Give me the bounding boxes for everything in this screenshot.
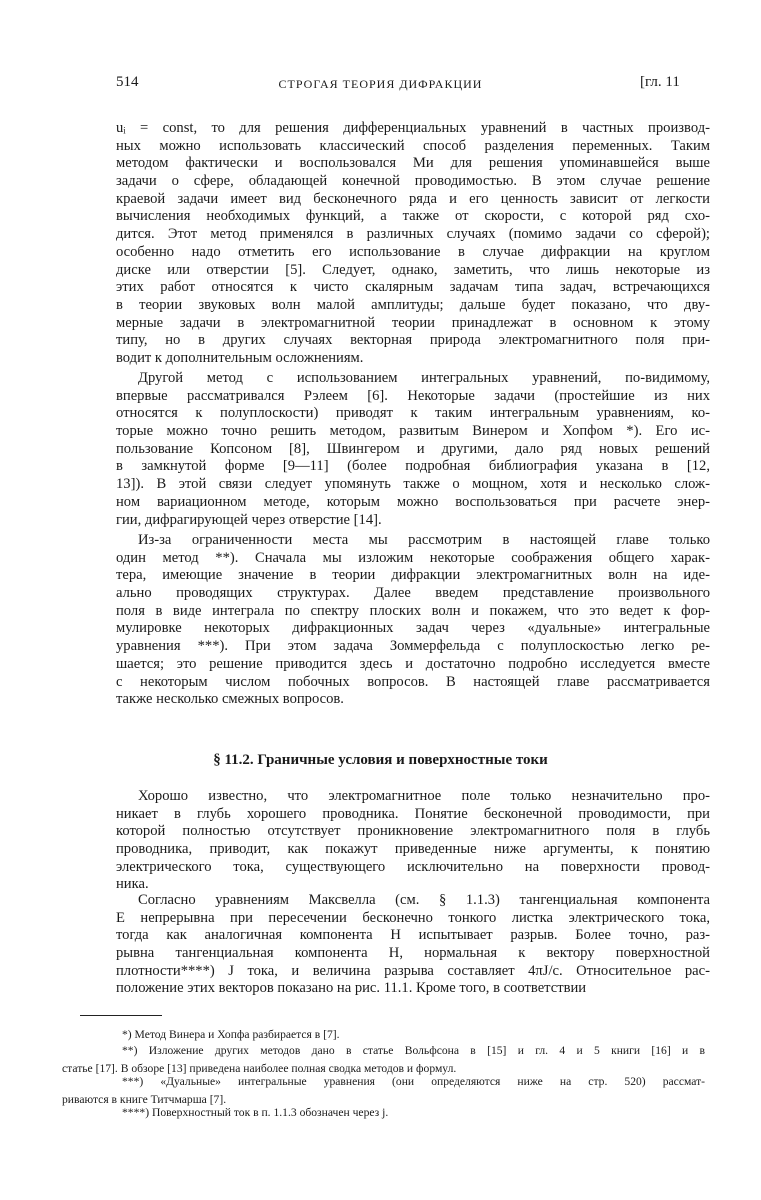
text-line: в замкнутой форме [9—11] (более подробная библиография указана в [12, [116, 458, 710, 475]
text-line: относятся к полуплоскости) приводят к таким интегральным уравнениям, ко- [116, 405, 710, 422]
text-line: этих работ относятся к чисто скалярным задачам типа задач, встречающихся [116, 279, 710, 296]
text-line: E непрерывна при пересечении бесконечно тонкого листка электрического тока, [116, 909, 710, 926]
text-line: ально проводящих структурах. Далее введем представление произвольного [116, 585, 710, 602]
text-line: **) Изложение других методов дано в статье Вольфсона в [15] и гл. 4 и 5 книги [16] и в [122, 1044, 705, 1057]
text-line: диске или отверстии [5]. Следует, однако, заметить, что лишь некоторые из [116, 261, 710, 278]
text-line: впервые рассматривался Рэлеем [6]. Некоторые задачи (простейшие из них [116, 387, 710, 404]
text-line: проводника, приводит, как покажут приведенные ниже аргументы, к понятию [116, 841, 710, 858]
running-title: СТРОГАЯ ТЕОРИЯ ДИФРАКЦИИ [278, 77, 483, 91]
text-line: краевой задачи имеет вид бесконечного ряда и его ценность зависит от легкости [116, 190, 710, 207]
text-line: с некоторым числом побочных вопросов. В настоящей главе рассматривается [116, 673, 710, 690]
text-line: рывна тангенциальная компонента H, нормальная к вектору поверхностной [116, 945, 710, 962]
text-line: ****) Поверхностный ток в п. 1.1.3 обозначен через j. [122, 1106, 389, 1119]
body-paragraph [116, 532, 710, 709]
text-line: Из-за ограниченности места мы рассмотрим в настоящей главе только [138, 532, 710, 548]
text-line: гии, дифрагирующей через отверстие [14]. [116, 511, 382, 528]
text-line: uᵢ = const, то для решения дифференциальных уравнений в частных производ- [116, 120, 710, 136]
chapter-reference: [гл. 11 [640, 74, 680, 90]
text-line: особенно надо отметить его использование в случае дифракции на круглом [116, 243, 710, 260]
text-line: методом фактически и воспользовался Ми для решения упоминавшейся выше [116, 155, 710, 172]
text-line: пользование Копсоном [8], Швингером и другими, дало ряд новых решений [116, 440, 710, 457]
body-paragraph [116, 788, 710, 894]
text-line: ***) «Дуальные» интегральные уравнения (они определяются ниже на стр. 520) рассмат- [122, 1075, 705, 1088]
text-line: типу, но в других случаях векторная природа электромагнитного поля при- [116, 332, 710, 349]
text-line: Согласно уравнениям Максвелла (см. § 1.1.3) тангенциальная компонента [138, 892, 710, 908]
text-line: мулировке некоторых дифракционных задач через «дуальные» интегральные [116, 620, 710, 637]
footnote-divider [80, 1015, 162, 1016]
text-line: которой полностью отсутствует проникновение электромагнитного поля в глубь [116, 823, 710, 840]
section-heading: § 11.2. Граничные условия и поверхностные токи [213, 752, 548, 768]
page-number: 514 [116, 74, 139, 90]
text-line: шается; это решение приводится здесь и достаточно подробно исследуется вместе [116, 655, 710, 672]
text-line: поля в виде интеграла по спектру плоских волн и покажем, что это ведет к фор- [116, 602, 710, 619]
text-line: уравнения ***). При этом задача Зоммерфельда с полуплоскостью легко ре- [116, 638, 710, 655]
text-line: никает в глубь хорошего проводника. Понятие бесконечной проводимости, при [116, 805, 710, 822]
text-line: электрического тока, существующего исключительно на поверхности провод- [116, 858, 710, 875]
text-line: плотности****) J тока, и величина разрыва составляет 4πJ/c. Относительное рас- [116, 962, 710, 979]
text-line: ника. [116, 876, 149, 893]
text-line: положение этих векторов показано на рис. 11.1. Кроме того, в соответствии [116, 980, 587, 997]
text-line: один метод **). Сначала мы изложим некоторые соображения общего харак- [116, 549, 710, 566]
text-line: *) Метод Винера и Хопфа разбирается в [7]. [122, 1028, 340, 1041]
text-line: Другой метод с использованием интегральных уравнений, по-видимому, [138, 370, 710, 386]
text-line: ном вариационном методе, которым можно воспользоваться при расчете энер- [116, 493, 710, 510]
body-paragraph [116, 370, 710, 529]
text-line: тогда как аналогичная компонента H испытывает разрыв. Более точно, раз- [116, 927, 710, 944]
text-line: тера, имеющие значение в теории дифракции электромагнитных волн на иде- [116, 567, 710, 584]
body-paragraph [116, 120, 710, 368]
text-line: вычисления необходимых функций, а также от скорости, с которой ряд схо- [116, 208, 710, 225]
text-line: также несколько смежных вопросов. [116, 691, 344, 708]
text-line: задачи о сфере, обладающей конечной проводимостью. В этом случае решение [116, 173, 710, 190]
text-line: водит к дополнительным осложнениям. [116, 349, 364, 366]
text-line: в теории звуковых волн малой амплитуды; дальше будет показано, что дву- [116, 296, 710, 313]
text-line: риваются в книге Титчмарша [7]. [62, 1092, 227, 1106]
text-line: Хорошо известно, что электромагнитное поле только незначительно про- [138, 788, 710, 804]
text-line: ных можно использовать классический способ разделения переменных. Таким [116, 137, 710, 154]
text-line: мерные задачи в электромагнитной теории принадлежат в основном к этому [116, 314, 710, 331]
text-line: 13]). В этой связи следует упомянуть также о мощном, хотя и несколько слож- [116, 476, 710, 493]
footnote [62, 1105, 705, 1123]
body-paragraph [116, 892, 710, 998]
text-line: торые можно точно решить методом, развитым Винером и Хопфом *). Его ис- [116, 423, 710, 440]
text-line: дится. Этот метод применялся в различных случаях (помимо задачи со сферой); [116, 226, 710, 243]
text-line: статье [17]. В обзоре [13] приведена наиболее полная сводка методов и формул. [62, 1061, 457, 1075]
